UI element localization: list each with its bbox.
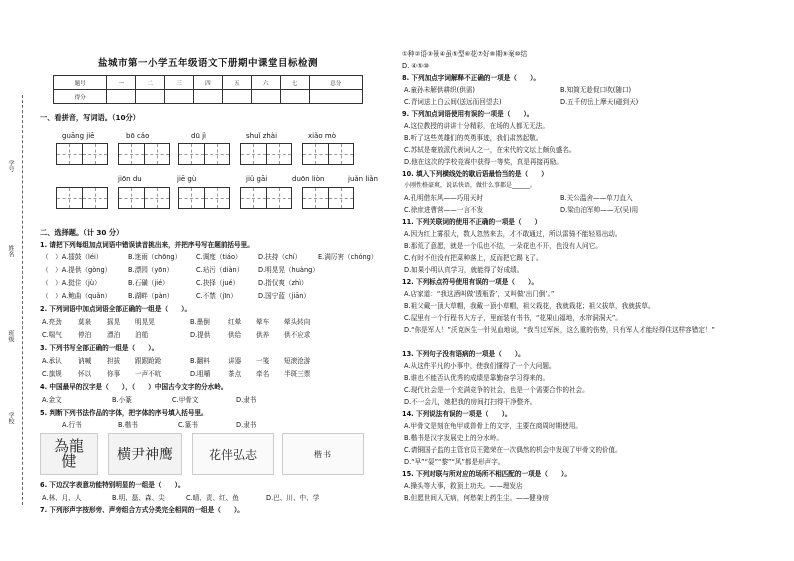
question-10-sentence: 小刚性格豪爽，说话快语，做什么事都是______。 bbox=[404, 182, 537, 189]
option: C.喘气 bbox=[42, 331, 62, 339]
option: 茶点 bbox=[228, 370, 242, 378]
question-13: 13. 下列句子没有语病的一项是（ ）。 bbox=[402, 350, 525, 358]
option: （ ）A.鲍曲（quǎn） bbox=[42, 292, 112, 300]
option: B.翻料 bbox=[190, 357, 210, 365]
pinyin: dū jì bbox=[191, 132, 206, 140]
option: C.篆书 bbox=[178, 421, 198, 429]
option: 明晃晃 bbox=[135, 318, 155, 326]
option: D.五千仞岳上摩天(磁到天) bbox=[560, 98, 639, 106]
score-header-cell: 四 bbox=[194, 76, 223, 90]
option: A.行书 bbox=[62, 421, 82, 429]
option: C.抉择（jué） bbox=[196, 279, 240, 287]
option: 担拔 bbox=[107, 357, 121, 365]
writing-grid[interactable] bbox=[178, 187, 230, 209]
option: C.有时不但没有把菜种落上，反而把它踢飞了。 bbox=[404, 254, 543, 262]
pinyin: guāng jiē bbox=[62, 132, 95, 140]
option: C.旗规 bbox=[42, 370, 62, 378]
question-10: 10. 填入下列横线处的歇后语最恰当的是（ ） bbox=[402, 170, 548, 178]
score-table bbox=[53, 75, 363, 104]
score-header-cell: 七 bbox=[280, 76, 309, 90]
section1-title: 一、看拼音，写词语。（10分） bbox=[40, 113, 140, 122]
option: （ ）A.擂鼓（léi） bbox=[42, 253, 103, 261]
option: D.提供 bbox=[190, 331, 211, 339]
option: 晕车 bbox=[256, 318, 270, 326]
option: D.明晃晃（huàng） bbox=[258, 266, 319, 274]
option: B.听了这些英雄们的英勇事迹，我们肃然起敬。 bbox=[404, 134, 543, 142]
question-15: 15. 下列对联与所对应的场所不相匹配的一项是（ ）。 bbox=[402, 470, 571, 478]
option: A.金文 bbox=[42, 396, 62, 404]
score-header-cell: 六 bbox=[251, 76, 280, 90]
binding-label-school: 学校 bbox=[7, 412, 14, 424]
calligraphy-image: 横尹神鹰 bbox=[108, 433, 182, 475]
score-cell[interactable] bbox=[136, 90, 165, 104]
option: 供养 bbox=[256, 331, 270, 339]
option: 跟跟跄跄 bbox=[135, 357, 162, 365]
score-header-cell: 一 bbox=[107, 76, 136, 90]
option: B.小篆 bbox=[112, 396, 132, 404]
option: D.梁由泊军帅——无(吴)用 bbox=[560, 206, 639, 214]
pinyin: juǎn liǎn bbox=[348, 175, 378, 183]
option: A.从这件平凡的小事中，使我们懂得了一个大问题。 bbox=[404, 362, 556, 370]
calligraphy-image: 為龍健 bbox=[40, 433, 98, 475]
option: 讲器 bbox=[228, 357, 242, 365]
score-header-cell: 二 bbox=[136, 76, 165, 90]
option: B.楷书 bbox=[118, 421, 138, 429]
option: C.晴、责、红、鱼 bbox=[186, 494, 239, 502]
option: （ ）A.挺住（jù） bbox=[42, 279, 101, 287]
calligraphy-image: 花伴弘志 bbox=[192, 433, 274, 475]
option: D.咀嚼 bbox=[190, 370, 211, 378]
option: B.明、磊、森、尖 bbox=[112, 494, 165, 502]
option: D.国宁蓝（jiān） bbox=[258, 292, 311, 300]
question-7: 7. 下列形声字按形旁、声旁组合方式分类完全相同的一组是（ ）。 bbox=[40, 506, 244, 514]
question-9: 9. 下列加点词语使用有误的一项是（ ）。 bbox=[402, 110, 534, 118]
option: 牵名 bbox=[256, 370, 270, 378]
question-4: 4. 中国最早的汉字是（ ），（ ）中国古今文字的分水岭。 bbox=[40, 383, 228, 391]
option: D.他在这次的学校竞赛中获得一等奖，真是再接再励。 bbox=[404, 158, 563, 166]
question-5: 5. 判断下列书法作品的字体，把字体的序号填入括号里。 bbox=[40, 409, 208, 417]
option: D.“早”“晏”“黎”“风”都是形声字。 bbox=[404, 458, 505, 466]
option: D.巴、川、中、学 bbox=[266, 494, 320, 502]
option: 泊船 bbox=[135, 331, 149, 339]
option: B.湖畔（pàn） bbox=[128, 292, 174, 300]
option: B.那荒了意愿，就是一个瓜也不结，一朵花也不开，也没有人问它。 bbox=[404, 242, 602, 250]
score-cell[interactable] bbox=[107, 90, 136, 104]
question-6: 6. 下边汉字表意功能特别明显的一组是（ ）。 bbox=[40, 481, 185, 489]
writing-grid[interactable] bbox=[240, 143, 292, 165]
option: C.屋里有一个行程书大方子，里面装有书书，“花果山福地，水帘洞洞天”。 bbox=[404, 314, 622, 322]
writing-grid[interactable] bbox=[240, 187, 292, 209]
writing-grid[interactable] bbox=[302, 143, 354, 165]
option: C.请铜国子监的主管官员王懿荣在一次偶然的机会中发现了甲骨文的价值。 bbox=[404, 446, 622, 454]
option: 你事 bbox=[107, 370, 121, 378]
option: C.玷污（diàn） bbox=[196, 266, 244, 274]
option: D.扶持（chí） bbox=[258, 253, 302, 261]
binding-label-number: 学号 bbox=[7, 160, 14, 172]
page-title: 盐城市第一小学五年级语文下册期中课堂目标检测 bbox=[98, 58, 319, 69]
option: 漂泊 bbox=[107, 331, 121, 339]
option: 讷喊 bbox=[78, 357, 92, 365]
writing-grid[interactable] bbox=[302, 187, 354, 209]
option: D.指仅爽（zhì） bbox=[258, 279, 308, 287]
question-8: 8. 下列加点字词解释不正确的一项是（ ）。 bbox=[402, 74, 540, 82]
option: B.关公温舍——单刀直入 bbox=[560, 194, 633, 202]
option: 一笺 bbox=[256, 357, 270, 365]
option: C.不禁（jīn） bbox=[196, 292, 237, 300]
option: A.亮劲 bbox=[42, 318, 62, 326]
option: B.迷雨（chōng） bbox=[128, 253, 182, 261]
option: 停泊 bbox=[78, 331, 92, 339]
binding-label-name: 姓名 bbox=[7, 245, 14, 257]
option: C.苏轼是豪放派代表词人之一，在宋代的文坛上颇负盛名。 bbox=[404, 146, 576, 154]
binding-label-class: 班级 bbox=[7, 330, 14, 342]
option: A.店家道：“我这酒叫做‘透瓶香’，又叫做‘出门倒’。” bbox=[404, 290, 555, 298]
option: 半斑三票 bbox=[284, 370, 311, 378]
score-header-cell: 总分 bbox=[309, 76, 362, 90]
writing-grid[interactable] bbox=[178, 143, 230, 165]
option: B.漂园（yōn） bbox=[128, 266, 174, 274]
question-11: 11. 下列关联词的使用不正确的一项是（ ） bbox=[402, 218, 542, 226]
score-header-cell: 三 bbox=[165, 76, 194, 90]
score-header-cell: 五 bbox=[222, 76, 251, 90]
option: B.谁也不能否认优秀的成绩是靠勤奋学习得来的。 bbox=[404, 374, 550, 382]
score-cell[interactable] bbox=[222, 90, 251, 104]
right-top-options: ①种②语③景④虽⑤型⑥花⑦好⑧期⑨案⑩结 bbox=[402, 50, 528, 58]
score-cell[interactable] bbox=[194, 90, 223, 104]
option: A.甲骨文是刻在龟甲或兽骨上的文字，主要在商周时期使用。 bbox=[404, 422, 582, 430]
option: C.现代社会是一个充满竞争的社会，也是一个需要合作的社会。 bbox=[404, 386, 589, 394]
option: A.林、月、人 bbox=[42, 494, 82, 502]
question-1: 1. 请把下列每组加点词语中错误读音挑出来，并把序号写在题前括号里。 bbox=[40, 241, 254, 249]
pinyin: duōn liòn bbox=[292, 175, 325, 183]
option: D.不一会儿，她把我的房间打扫得干净整齐。 bbox=[404, 398, 537, 406]
option: A.因为红上雾很大，数人忽然来去，才不敢通过，所以雷骑不能轻易出动。 bbox=[404, 230, 622, 238]
writing-grid[interactable] bbox=[118, 143, 170, 165]
binding-line bbox=[22, 95, 23, 505]
option: B.知简无趁促口吹(随口) bbox=[560, 86, 632, 94]
option: B.但愿世间人无病，何愁架上药生尘。——健身房 bbox=[404, 494, 550, 502]
pinyin: jiē gù bbox=[177, 175, 197, 183]
option: 红晕 bbox=[228, 318, 242, 326]
question-2: 2. 下列词语中加点词语全部正确的一组是（ ）。 bbox=[40, 305, 192, 313]
option: B.石磺（jié） bbox=[128, 279, 169, 287]
option: 摇晃 bbox=[107, 318, 121, 326]
option: 晕头转向 bbox=[284, 318, 311, 326]
score-cell[interactable] bbox=[309, 90, 362, 104]
option: A.这位教授的讲讲十分精彩，在场的人都无无法。 bbox=[404, 122, 549, 130]
option: C.青词送上白云间(送远而回望去) bbox=[404, 98, 502, 106]
question-12: 12. 下列标点符号使用有误的一项是（ ）。 bbox=[402, 278, 538, 286]
option: D.隶书 bbox=[236, 396, 257, 404]
writing-grid[interactable] bbox=[56, 143, 108, 165]
question-14: 14. 下列说法有误的一项是（ ）。 bbox=[402, 410, 512, 418]
option: C.甲骨文 bbox=[172, 396, 199, 404]
option: 短滚沧游 bbox=[284, 357, 311, 365]
option: 一声不吭 bbox=[135, 370, 162, 378]
question-3: 3. 下列书写全部正确的一组是（ ）。 bbox=[40, 344, 159, 352]
option: B.墨倒 bbox=[190, 318, 210, 326]
option: E.满厉害（chóng） bbox=[318, 253, 378, 261]
score-cell[interactable] bbox=[251, 90, 280, 104]
score-cell[interactable] bbox=[280, 90, 309, 104]
option: C.调度（tiáo） bbox=[196, 253, 242, 261]
option: （ ）A.提供（gòng） bbox=[42, 266, 112, 274]
score-label-cell: 得分 bbox=[54, 90, 107, 104]
option: B.楷书是汉字发展史上的分水岭。 bbox=[404, 434, 503, 442]
pinyin: jiǔ gāi bbox=[246, 175, 268, 183]
pinyin: jiōn du bbox=[118, 175, 142, 183]
option: 怀以 bbox=[78, 370, 92, 378]
option: D.如果小明认真学习，就能得了好成绩。 bbox=[404, 266, 524, 274]
calligraphy-image: 楷书 bbox=[282, 433, 364, 475]
option: 莫泉 bbox=[78, 318, 92, 326]
option: 供给 bbox=[228, 331, 242, 339]
option: A.操头等大事，救顶上功夫。——理发店 bbox=[404, 482, 523, 490]
option: B.祖父戴一顶大草帽，我戴一顶小草帽，祖父栽花，我就栽花；祖父拔草，我就拔草。 bbox=[404, 302, 655, 310]
section2-title: 二、选择题。（计 30 分） bbox=[40, 228, 124, 237]
pinyin: xiǎo mò bbox=[308, 132, 336, 140]
writing-grid[interactable] bbox=[118, 187, 170, 209]
option: A.童孙未解供耕织(供需) bbox=[404, 86, 475, 94]
right-top-tail: D. ④⑤⑩ bbox=[402, 62, 430, 70]
pinyin: shuǐ zhài bbox=[246, 132, 278, 140]
option: D.“你是军人！”沃克医生一针见血地说，“我当过军医，这么重的伤势，只有军人才能经得住这样容错定！” bbox=[404, 326, 715, 334]
score-header-cell: 题号 bbox=[54, 76, 107, 90]
pinyin: bō cǎo bbox=[126, 132, 150, 140]
score-cell[interactable] bbox=[165, 90, 194, 104]
option: A.承认 bbox=[42, 357, 62, 365]
option: 供不应求 bbox=[284, 331, 311, 339]
option: D.隶书 bbox=[236, 421, 257, 429]
writing-grid[interactable] bbox=[56, 187, 108, 209]
option: A.孔明借东风——巧用天时 bbox=[404, 194, 484, 202]
option: C.徐庶进曹营——一言不发 bbox=[404, 206, 484, 214]
